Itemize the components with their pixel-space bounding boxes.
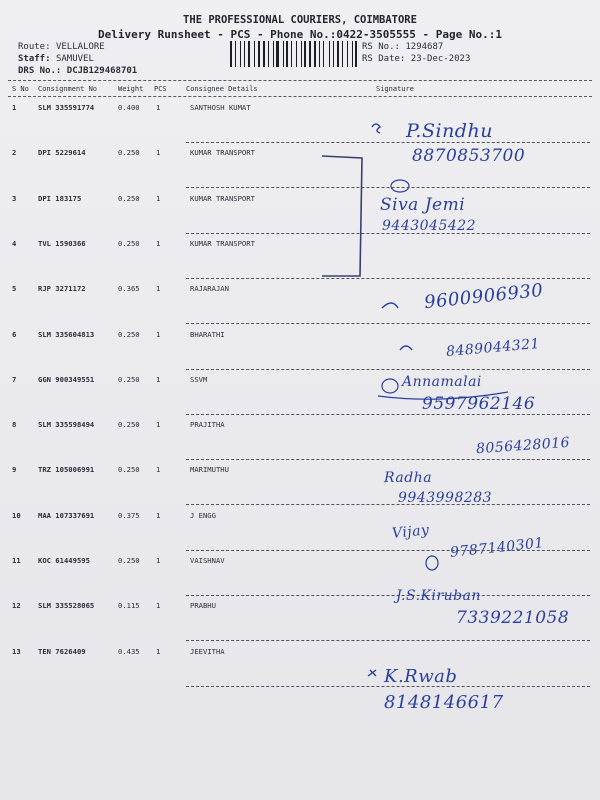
- row-consignment: MAA 107337691: [38, 510, 95, 520]
- row-consignment: KOC 61449595: [38, 556, 90, 565]
- row-consignee: PRABHU: [190, 601, 216, 611]
- row-separator: [186, 187, 590, 188]
- sig-r6-phone: 8489044321: [445, 335, 541, 361]
- row-sno: 5: [12, 284, 17, 294]
- table-row: [0, 235, 600, 279]
- table-row: [0, 643, 600, 687]
- rs-no-label: RS No.:: [362, 42, 400, 52]
- barcode-bar: [258, 41, 260, 67]
- rs-no-value: 1294687: [405, 42, 444, 52]
- row-weight: 0.250: [118, 556, 140, 565]
- row-pcs: 1: [156, 556, 161, 565]
- row-separator: [186, 504, 590, 505]
- row-pcs: 1: [156, 510, 161, 520]
- barcode-bar: [286, 41, 288, 67]
- row-weight: 0.435: [118, 646, 140, 656]
- row-consignment: TRZ 105006991: [38, 465, 95, 475]
- row-consignee: JEEVITHA: [190, 646, 225, 656]
- header-rule-bottom: [8, 96, 592, 97]
- row-separator: [186, 640, 590, 641]
- row-sno: 1: [12, 103, 17, 112]
- sig-r10-name: Vijay: [391, 522, 431, 542]
- row-weight: 0.250: [118, 465, 140, 475]
- rs-date-line: [362, 54, 470, 64]
- row-pcs: 1: [156, 465, 161, 475]
- sig-r1-phone: 8870853700: [412, 146, 526, 166]
- barcode-bar: [319, 41, 320, 67]
- staff-value: SAMUVEL: [55, 54, 94, 64]
- staff-label: Staff:: [18, 54, 51, 64]
- rs-date-label: RS Date:: [362, 54, 406, 64]
- row-separator: [186, 459, 590, 460]
- route-label: Route:: [18, 42, 51, 52]
- row-consignee: BHARATHI: [190, 329, 225, 339]
- row-weight: 0.400: [118, 103, 140, 112]
- row-pcs: 1: [156, 420, 161, 430]
- col-consignee: Consignee Details: [186, 85, 258, 93]
- drs-line: [18, 66, 137, 76]
- col-sno: S No: [12, 85, 29, 93]
- col-pcs: PCS: [154, 85, 167, 93]
- runsheet-subtitle: Delivery Runsheet - PCS - Phone No.:0422-3505555 - Page No.:1: [98, 28, 502, 41]
- row-consignee: J ENGG: [190, 510, 216, 520]
- col-consignment: Consignment No: [38, 85, 98, 93]
- row-pcs: 1: [156, 374, 161, 384]
- barcode-bar: [309, 41, 312, 67]
- row-pcs: 1: [156, 329, 161, 339]
- row-weight: 0.375: [118, 510, 140, 520]
- row-pcs: 1: [156, 103, 161, 112]
- barcode-bar: [342, 41, 343, 67]
- sig-r12-phone: 7339221058: [456, 608, 570, 628]
- row-sno: 10: [12, 510, 21, 520]
- row-consignee: KUMAR TRANSPORT: [190, 193, 255, 203]
- barcode-bar: [276, 41, 279, 67]
- row-sno: 7: [12, 374, 17, 384]
- barcode-bar: [244, 41, 245, 67]
- row-pcs: 1: [156, 238, 161, 248]
- company-title: THE PROFESSIONAL COURIERS, COIMBATORE: [183, 14, 417, 26]
- sig-r9-phone: 9943998283: [398, 490, 493, 506]
- row-consignee: SSVM: [190, 374, 208, 384]
- row-consignment: TVL 1590366: [38, 238, 86, 248]
- row-pcs: 1: [156, 193, 161, 203]
- row-consignment: SLM 335598494: [38, 420, 95, 430]
- sig-r3-name: Siva Jemi: [380, 195, 466, 215]
- sig-r5-phone: 9600906930: [423, 279, 545, 314]
- barcode-bar: [333, 41, 335, 67]
- barcode-bar: [268, 41, 269, 67]
- row-consignee: VAISHNAV: [190, 556, 225, 565]
- sig-r13-name: K.Rwab: [384, 666, 458, 687]
- barcode-bar: [329, 41, 330, 67]
- barcode-bar: [337, 41, 339, 67]
- row-sno: 12: [12, 601, 21, 611]
- row-pcs: 1: [156, 284, 161, 294]
- row-consignee: MARIMUTHU: [190, 465, 229, 475]
- row-separator: [186, 278, 590, 279]
- barcode-bar: [240, 41, 241, 67]
- row-sno: 8: [12, 420, 17, 430]
- barcode-bar: [296, 41, 297, 67]
- col-signature: Signature: [376, 85, 414, 93]
- row-weight: 0.250: [118, 238, 140, 248]
- row-consignment: DPI 5229614: [38, 148, 86, 158]
- barcode-bar: [283, 41, 284, 67]
- barcode-bar: [263, 41, 266, 67]
- route-value: VELLALORE: [55, 42, 105, 52]
- row-weight: 0.250: [118, 374, 140, 384]
- row-consignment: SLM 335604813: [38, 329, 95, 339]
- barcode-bar: [291, 41, 292, 67]
- row-consignee: RAJARAJAN: [190, 284, 229, 294]
- row-separator: [186, 369, 590, 370]
- barcode-bar: [273, 41, 274, 67]
- row-consignment: SLM 335528065: [38, 601, 95, 611]
- row-weight: 0.250: [118, 148, 140, 158]
- header-rule-top: [8, 80, 592, 81]
- table-row: [0, 190, 600, 234]
- sig-r10-phone: 9787140301: [449, 535, 545, 561]
- barcode-bar: [352, 41, 353, 67]
- drs-value: DCJB129468701: [66, 66, 138, 76]
- staff-line: [18, 54, 94, 64]
- row-consignment: DPI 183175: [38, 193, 82, 203]
- sig-r8-phone: 8056428016: [475, 434, 571, 458]
- barcode-bar: [248, 41, 250, 67]
- row-sno: 4: [12, 238, 17, 248]
- row-consignee: KUMAR TRANSPORT: [190, 148, 255, 158]
- row-consignment: TEN 7626409: [38, 646, 86, 656]
- row-separator: [186, 142, 590, 143]
- row-weight: 0.250: [118, 420, 140, 430]
- row-sno: 11: [12, 556, 21, 565]
- sig-r3-phone: 9443045422: [382, 218, 477, 234]
- sig-r11-name: J.S.Kiruban: [396, 588, 481, 604]
- barcode-bar: [314, 41, 316, 67]
- row-pcs: 1: [156, 601, 161, 611]
- table-row: [0, 461, 600, 505]
- barcode-bar: [347, 41, 348, 67]
- barcode-bar: [235, 41, 236, 67]
- row-sno: 2: [12, 148, 17, 158]
- row-weight: 0.115: [118, 601, 140, 611]
- row-consignee: KUMAR TRANSPORT: [190, 238, 255, 248]
- row-consignment: GGN 900349551: [38, 374, 95, 384]
- row-weight: 0.250: [118, 193, 140, 203]
- barcode-bar: [323, 41, 324, 67]
- row-pcs: 1: [156, 148, 161, 158]
- table-row: [0, 552, 600, 596]
- drs-label: DRS No.:: [18, 66, 62, 76]
- rs-no-line: [362, 42, 443, 52]
- sig-r9-name: Radha: [384, 470, 433, 486]
- row-sno: 3: [12, 193, 17, 203]
- sig-r1-name: P.Sindhu: [406, 120, 493, 142]
- row-sno: 13: [12, 646, 21, 656]
- row-weight: 0.250: [118, 329, 140, 339]
- row-sno: 9: [12, 465, 17, 475]
- row-pcs: 1: [156, 646, 161, 656]
- route-line: [18, 42, 105, 52]
- barcode-bar: [301, 41, 302, 67]
- barcode-bar: [230, 41, 232, 67]
- row-separator: [186, 323, 590, 324]
- barcode-bar: [355, 41, 357, 67]
- rs-date-value: 23-Dec-2023: [410, 54, 471, 64]
- barcode: [230, 41, 358, 67]
- row-consignee: SANTHOSH KUMAT: [190, 103, 251, 112]
- barcode-bar: [254, 41, 255, 67]
- row-consignment: RJP 3271172: [38, 284, 86, 294]
- row-consignment: SLM 335591774: [38, 103, 95, 112]
- table-row: [0, 99, 600, 143]
- row-sno: 6: [12, 329, 17, 339]
- barcode-bar: [304, 41, 306, 67]
- sig-r7-phone: 9597962146: [422, 394, 536, 414]
- sig-r13-phone: 8148146617: [384, 692, 504, 713]
- row-consignee: PRAJITHA: [190, 420, 225, 430]
- col-weight: Weight: [118, 85, 144, 93]
- sig-r7-name: Annamalai: [402, 374, 482, 390]
- row-weight: 0.365: [118, 284, 140, 294]
- row-separator: [186, 595, 590, 596]
